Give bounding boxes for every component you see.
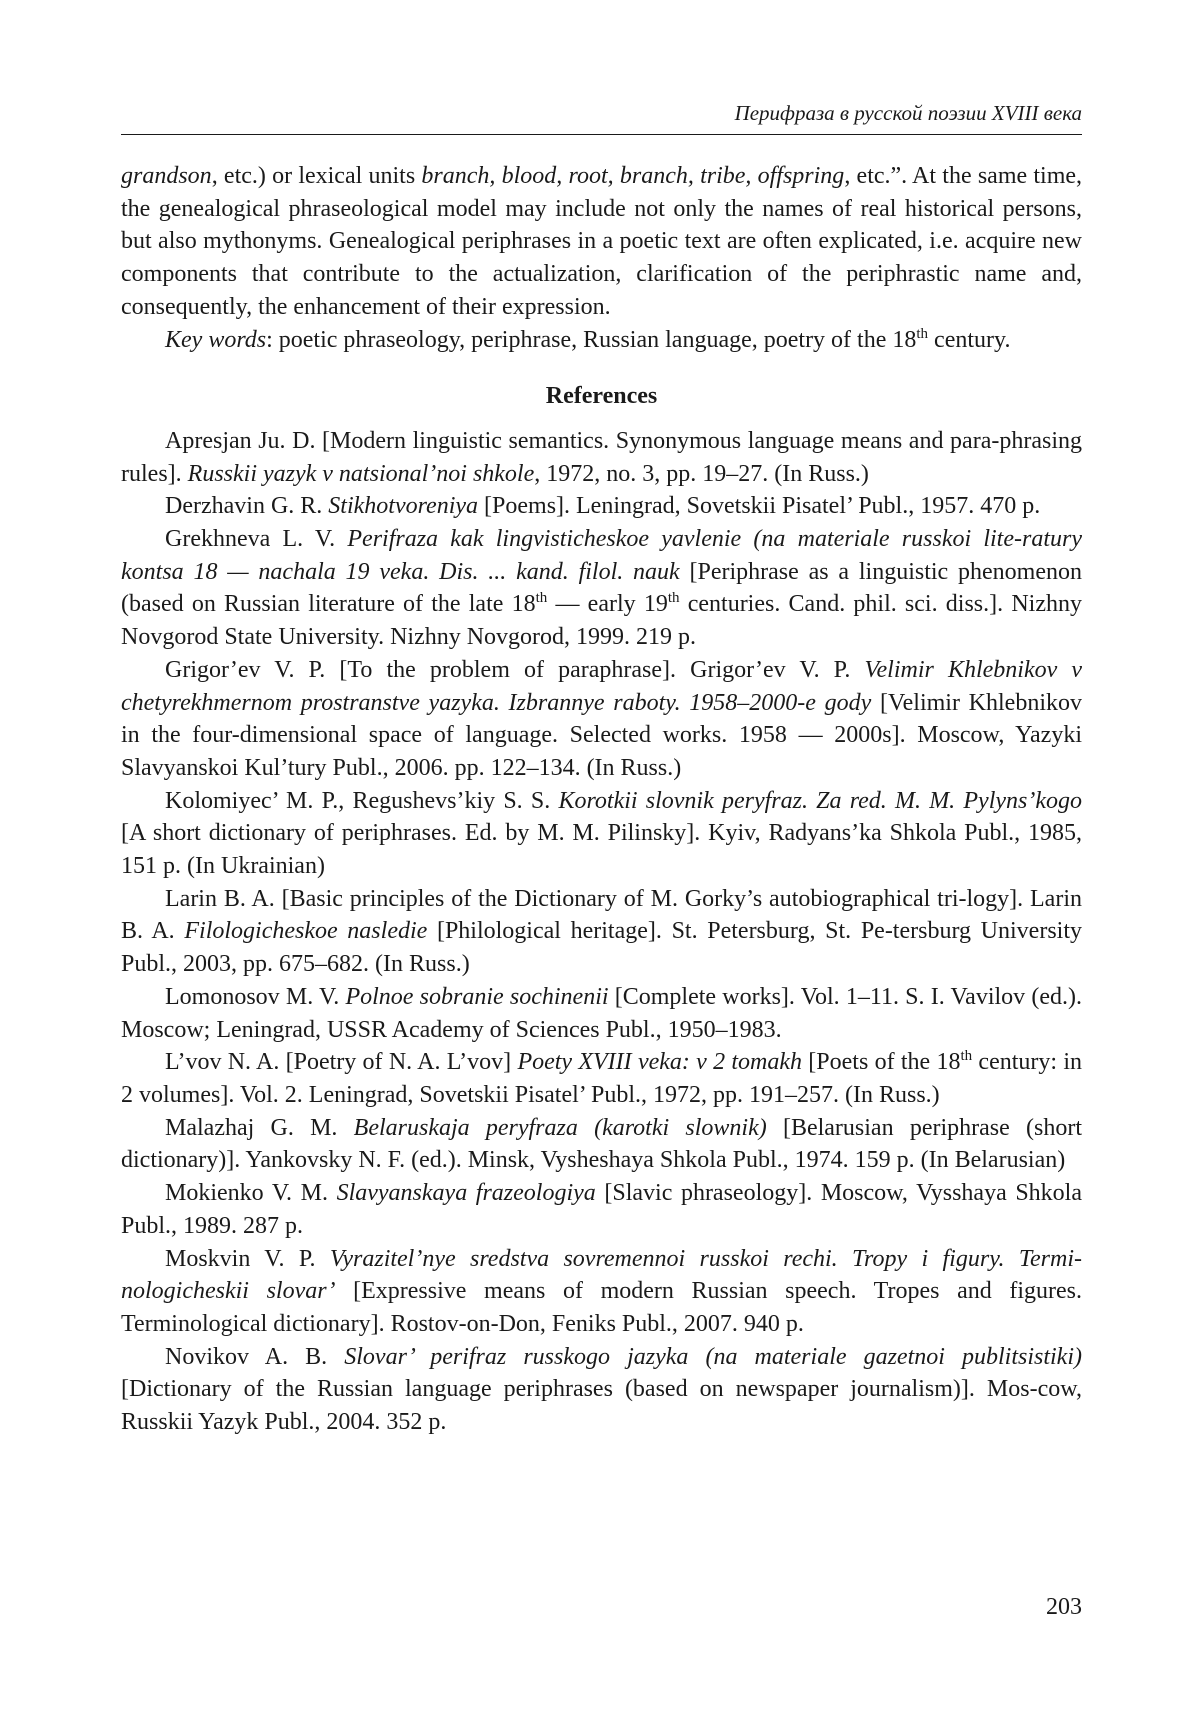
ref-author: Mokienko V. M. [165, 1180, 337, 1207]
ref-author: Derzhavin G. R. [165, 493, 329, 520]
ref-title: Perifraza kak lingvisticheskoe yavlenie (na materiale russkoi lite-ratury kontsa 18 — nachala 19 veka. Dis. ... kand. filol. nauk [121, 526, 1082, 585]
reference-item [121, 1243, 1082, 1341]
ref-title: Slovar’ perifraz russkogo jazyka (na materiale gazetnoi publitsistiki) [344, 1343, 1082, 1370]
keywords-text: : poetic phraseology, periphrase, Russian language, poetry of the 18 [266, 326, 917, 353]
ref-details: century: in 2 volumes]. Vol. 2. Leningrad, Sovetskii Pisatel’ Publ., 1972, pp. 191–257. (In Russ.) [121, 1049, 1082, 1108]
italic-term: grandson [121, 163, 212, 189]
keywords-text: century. [928, 326, 1011, 353]
running-head: Перифраза в русской поэзии XVIII века [734, 101, 1082, 125]
ref-details: — early 19 [547, 591, 668, 618]
reference-item [121, 654, 1082, 785]
ref-title: Poety XVIII veka: v 2 tomakh [517, 1049, 803, 1076]
ref-author: Malazhaj G. M. [165, 1114, 354, 1141]
text-run: , etc.”. At the same time, the genealogical phraseological model may include not only the names of real historical persons, but also mythonyms. Genealogical periphrases in a poetic text are often explicated, i.e. acquire new components that contribute to the actualization, clarification of the periphrastic name and, consequently, the enhancement of their expression. [121, 163, 1083, 320]
ref-title: Filologicheskoe nasledie [184, 918, 428, 945]
keywords-label: Key words [165, 326, 267, 353]
ref-title: Vyrazitel’nye sredstva sovremennoi russkoi rechi. Tropy i figury. Termi-nologicheskii slovar’ [121, 1245, 1083, 1305]
keywords [121, 324, 1082, 357]
ref-author: Larin B. A. [Basic principles of the Dictionary of M. Gorky’s autobiographical tri-logy]. Larin B. A. [121, 885, 1082, 945]
ref-title: Velimir Khlebnikov v chetyrekhmernom prostranstve yazyka. Izbrannye raboty. 1958–2000-e gody [121, 656, 1083, 716]
ref-author: Novikov A. B. [165, 1343, 345, 1370]
ref-details: [Philological heritage]. St. Petersburg, St. Pe-tersburg University Publ., 2003, pp. 675–682. (In Russ.) [121, 918, 1083, 978]
page-body [121, 160, 1082, 1439]
italic-term: branch, blood, root, branch, tribe, offspring [421, 163, 845, 189]
superscript: th [916, 325, 929, 342]
ref-title: Russkii yazyk v natsional’noi shkole [187, 460, 535, 487]
ref-details: [A short dictionary of periphrases. Ed. by M. M. Pilinsky]. Kyiv, Radyans’ka Shkola Publ., 1985, 151 p. (In Ukrainian) [121, 820, 1082, 880]
reference-item [121, 523, 1082, 654]
reference-item [121, 1341, 1082, 1439]
ref-author: L’vov N. A. [Poetry of N. A. L’vov] [165, 1049, 518, 1076]
reference-item [121, 425, 1082, 490]
abstract-continuation [121, 160, 1082, 324]
ref-title: Korotkii slovnik peryfraz. Za red. M. M. Pylyns’kogo [558, 787, 1083, 814]
reference-item [121, 1046, 1082, 1111]
ref-details: [Velimir Khlebnikov in the four-dimensional space of language. Selected works. 1958 — 2000s]. Moscow, Yazyki Slavyanskoi Kul’tury Publ., 2006. pp. 122–134. (In Russ.) [121, 689, 1082, 781]
ref-author: Grigor’ev V. P. [To the problem of paraphrase]. Grigor’ev V. P. [165, 656, 865, 683]
ref-details: [Poets of the 18 [802, 1049, 961, 1076]
ref-title: Polnoe sobranie sochinenii [345, 983, 609, 1010]
reference-item [121, 490, 1082, 523]
page-number: 203 [1046, 1594, 1082, 1620]
ref-details: [Complete works]. Vol. 1–11. S. I. Vavilov (ed.). Moscow; Leningrad, USSR Academy of Sciences Publ., 1950–1983. [121, 983, 1083, 1043]
reference-item [121, 1112, 1082, 1177]
ref-author: Apresjan Ju. D. [Modern linguistic semantics. Synonymous language means and para-phrasing rules]. [121, 427, 1082, 487]
text-run: , etc.) or lexical units [211, 163, 422, 189]
references-heading: References [545, 383, 658, 410]
reference-item [121, 785, 1082, 883]
ref-details: [Poems]. Leningrad, Sovetskii Pisatel’ Publ., 1957. 470 p. [478, 493, 1041, 520]
ref-author: Grekhneva L. V. [165, 526, 348, 553]
ref-details: [Expressive means of modern Russian speech. Tropes and figures. Terminological dictionary]. Rostov-on-Don, Feniks Publ., 2007. 940 p. [121, 1278, 1082, 1337]
ref-details: , 1972, no. 3, pp. 19–27. (In Russ.) [534, 460, 869, 487]
ref-title: Slavyanskaya frazeologiya [336, 1180, 596, 1207]
ref-title: Stikhotvoreniya [328, 493, 479, 520]
ref-author: Lomonosov M. V. [165, 983, 346, 1010]
reference-item [121, 883, 1082, 981]
ref-details: [Periphrase as a linguistic phenomenon (based on Russian literature of the late 18 [121, 558, 1082, 618]
ref-details: [Dictionary of the Russian language periphrases (based on newspaper journalism)]. Mos-cow, Russkii Yazyk Publ., 2004. 352 p. [121, 1376, 1082, 1436]
ref-details: [Belarusian periphrase (short dictionary)]. Yankovsky N. F. (ed.). Minsk, Vysheshaya Shkola Publ., 1974. 159 p. (In Belarusian) [121, 1114, 1082, 1174]
ref-details: centuries. Cand. phil. sci. diss.]. Nizhny Novgorod State University. Nizhny Novgorod, 1999. 219 p. [121, 591, 1082, 651]
superscript: th [667, 590, 680, 607]
ref-author: Kolomiyec’ M. P., Regushevs’kiy S. S. [165, 787, 559, 814]
ref-details: [Slavic phraseology]. Moscow, Vysshaya Shkola Publ., 1989. 287 p. [121, 1180, 1082, 1239]
ref-title: Belaruskaja peryfraza (karotki slownik) [353, 1114, 767, 1141]
superscript: th [535, 590, 548, 607]
header-rule [121, 134, 1082, 135]
reference-item [121, 1177, 1082, 1242]
reference-item [121, 981, 1082, 1046]
superscript: th [960, 1048, 973, 1065]
ref-author: Moskvin V. P. [165, 1245, 330, 1272]
